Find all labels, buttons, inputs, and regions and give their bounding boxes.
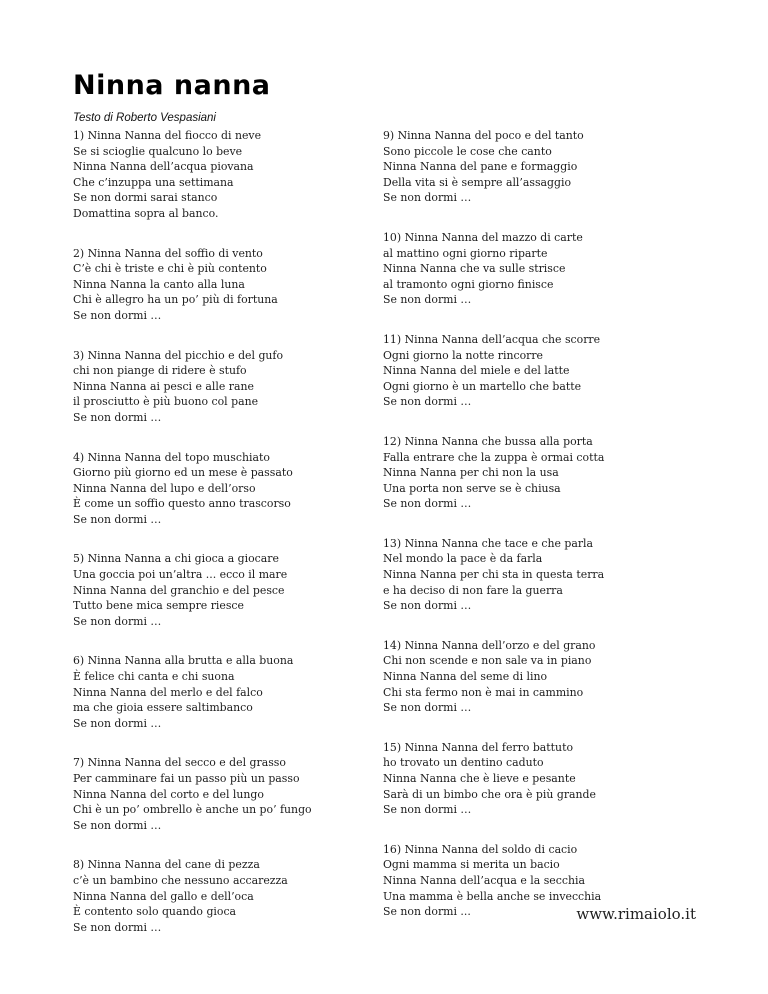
stanza [383,434,683,512]
stanza [73,246,373,324]
verse-line: Chi è un po’ ombrello è anche un po’ fungo [73,803,312,817]
verse-line: Ninna Nanna dell’acqua e la secchia [383,873,585,887]
verse-line: Se non dormi … [73,614,162,628]
verse-line: Ninna Nanna del lupo e dell’orso [73,481,256,495]
verse-line: Se non dormi … [73,512,162,526]
left-column [73,128,373,959]
verse-line: Domattina sopra al banco. [73,206,219,220]
verse-line: Ninna Nanna del pane e formaggio [383,160,578,174]
verse-line: Sono piccole le cose che canto [383,144,552,158]
verse-line: 13) Ninna Nanna che tace e che parla [383,536,594,550]
verse-line: 3) Ninna Nanna del picchio e del gufo [73,348,284,362]
verse-line: Ninna Nanna che va sulle strisce [383,262,566,276]
verse-line: 1) Ninna Nanna del fiocco di neve [73,129,262,142]
stanza [383,740,683,818]
verse-line: Ninna Nanna che è lieve e pesante [383,772,576,785]
verse-line: Se non dormi … [383,395,472,409]
right-column [383,128,683,944]
stanza [73,551,373,629]
verse-line: C’è chi è triste e chi è più contento [73,262,267,276]
verse-line: chi non piange di ridere è stufo [73,364,247,378]
verse-line: È contento solo quando gioca [73,905,237,919]
stanza [73,348,373,426]
verse-line: Se non dormi … [383,803,472,817]
verse-line: 9) Ninna Nanna del poco e del tanto [383,129,584,142]
verse-line: Giorno più giorno ed un mese è passato [73,466,293,480]
verse-line: È come un soffio questo anno trascorso [73,497,291,511]
verse-line: Una porta non serve se è chiusa [383,481,561,495]
verse-line: Ogni giorno la notte rincorre [383,348,543,362]
verse-line: ho trovato un dentino caduto [383,756,544,770]
verse-line: 10) Ninna Nanna del mazzo di carte [383,230,583,244]
verse-line: Ninna Nanna la canto alla luna [73,277,245,291]
document-title: Ninna nanna [73,70,271,101]
verse-line: Se non dormi … [383,191,472,205]
stanza [73,653,373,731]
stanza [73,857,373,935]
verse-line: Se non dormi … [73,818,162,832]
verse-line: 16) Ninna Nanna del soldo di cacio [383,842,578,856]
verse-line: 2) Ninna Nanna del soffio di vento [73,246,263,260]
verse-line: Se non dormi ... [383,905,471,919]
verse-line: Ogni giorno è un martello che batte [383,379,582,393]
verse-line: Una mamma è bella anche se invecchia [383,889,602,903]
verse-line: Se non dormi … [73,716,162,730]
verse-line: Ninna Nanna per chi sta in questa terra [383,568,605,582]
verse-line: Ogni mamma si merita un bacio [383,858,560,872]
stanza [73,450,373,528]
verse-line: Chi è allegro ha un po’ più di fortuna [73,293,278,307]
stanza [383,128,683,206]
verse-line: 8) Ninna Nanna del cane di pezza [73,858,260,872]
verse-line: Della vita si è sempre all’assaggio [383,175,572,189]
verse-line: Ninna Nanna del seme di lino [383,670,548,684]
verse-line: Chi sta fermo non è mai in cammino [383,685,584,699]
stanza [383,638,683,716]
verse-line: Chi non scende e non sale va in piano [383,654,592,668]
verse-line: 11) Ninna Nanna dell’acqua che scorre [383,332,601,346]
verse-line: Tutto bene mica sempre riesce [73,599,244,613]
stanza [73,128,373,222]
verse-line: È felice chi canta e chi suona [73,670,235,684]
verse-line: al mattino ogni giorno riparte [383,246,548,260]
verse-line: Ninna Nanna dell’acqua piovana [73,160,254,174]
verse-line: Se non dormi … [73,410,162,424]
verse-line: Se non dormi … [73,308,162,322]
verse-line: Falla entrare che la zuppa è ormai cotta [383,450,605,464]
stanza [383,230,683,308]
verse-line: c’è un bambino che nessuno accarezza [73,873,288,887]
verse-line: il prosciutto è più buono col pane [73,395,259,409]
stanza [383,332,683,410]
verse-line: Ninna Nanna del gallo e dell’oca [73,889,254,903]
verse-line: Se si scioglie qualcuno lo beve [73,144,243,158]
verse-line: Una goccia poi un’altra ... ecco il mare [73,568,288,582]
verse-line: Ninna Nanna del granchio e del pesce [73,583,285,597]
website-footer: www.rimaiolo.it [576,905,696,923]
stanza [73,755,373,833]
verse-line: Se non dormi … [383,701,472,715]
verse-line: Ninna Nanna del corto e del lungo [73,787,264,801]
verse-line: Se non dormi … [383,497,472,511]
verse-line: Sarà di un bimbo che ora è più grande [383,787,596,801]
verse-line: Ninna Nanna ai pesci e alle rane [73,379,254,393]
stanza [383,536,683,614]
verse-line: Per camminare fai un passo più un passo [73,772,300,785]
verse-line: e ha deciso di non fare la guerra [383,583,563,597]
verse-line: Ninna Nanna del merlo e del falco [73,685,263,699]
verse-line: 14) Ninna Nanna dell’orzo e del grano [383,638,596,652]
verse-line: 7) Ninna Nanna del secco e del grasso [73,756,286,770]
verse-line: 4) Ninna Nanna del topo muschiato [73,450,270,464]
verse-line: 6) Ninna Nanna alla brutta e alla buona [73,654,294,668]
verse-line: 5) Ninna Nanna a chi gioca a giocare [73,552,279,566]
verse-line: ma che gioia essere saltimbanco [73,701,253,715]
verse-line: Nel mondo la pace è da farla [383,552,543,566]
verse-line: al tramonto ogni giorno finisce [383,277,554,291]
verse-line: Se non dormi sarai stanco [73,191,218,205]
verse-line: Ninna Nanna del miele e del latte [383,364,570,378]
verse-line: Ninna Nanna per chi non la usa [383,466,559,480]
author-credit: Testo di Roberto Vespasiani [73,112,216,124]
verse-line: Che c’inzuppa una settimana [73,175,234,189]
verse-line: 15) Ninna Nanna del ferro battuto [383,740,574,754]
verse-line: 12) Ninna Nanna che bussa alla porta [383,434,593,448]
verse-line: Se non dormi … [383,293,472,307]
verse-line: Se non dormi … [73,920,162,934]
verse-line: Se non dormi … [383,599,472,613]
